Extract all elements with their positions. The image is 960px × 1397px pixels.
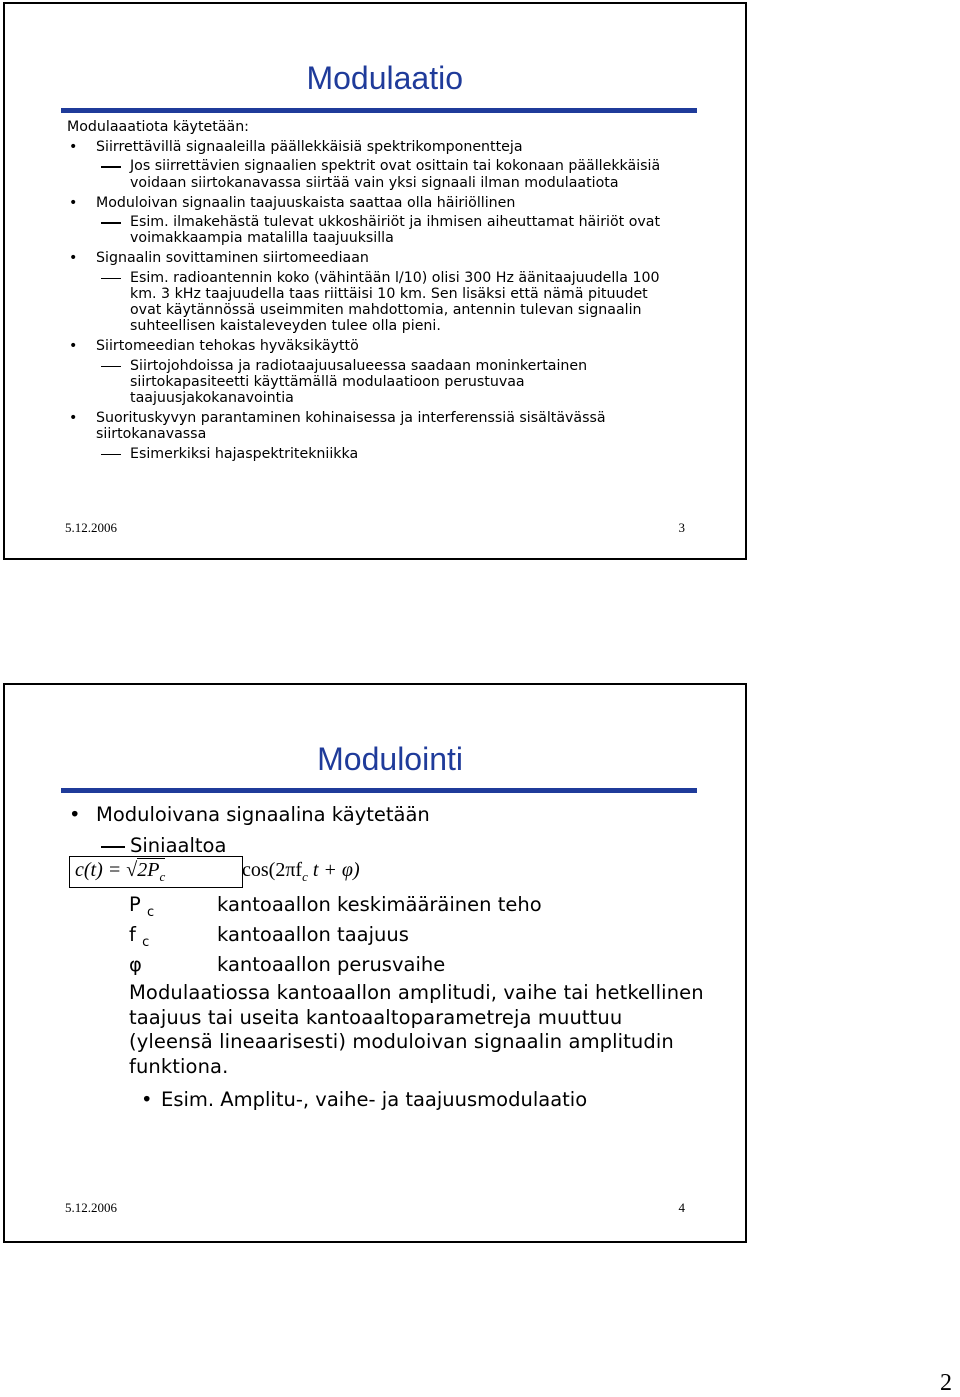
slide-date: 5.12.2006 bbox=[65, 1200, 117, 1215]
intro-text: Modulaaatiota käytetään: bbox=[67, 119, 249, 135]
bullet-item: • Siirrettävillä signaaleilla päällekkäisiä spektrikomponentteja bbox=[67, 139, 667, 155]
title-underline bbox=[61, 108, 697, 113]
slide-4 bbox=[3, 683, 747, 1243]
slide-title: Modulaatio bbox=[306, 60, 463, 96]
sub-bullet-item: Jos siirrettävien signaalien spektrit ovat osittain tai kokonaan päällekkäisiä voidaan siirtokanavassa siirtää vain yksi signaali ilman modulaatiota bbox=[67, 158, 667, 190]
slide-number: 4 bbox=[678, 1200, 685, 1215]
symbol: φ bbox=[129, 953, 142, 976]
formula-lhs: c(t) = bbox=[75, 859, 122, 881]
slide-number: 3 bbox=[678, 520, 685, 535]
sub-bullet-item: Esim. radioantennin koko (vähintään l/10) olisi 300 Hz äänitaajuudella 100 km. 3 kHz taajuudella taas riittäisi 10 km. Sen lisäksi että nämä pituudet ovat käytännössä useimmiten mahdottomia, antennin tulevan signaalin suhteellisen kaistaleveyden tulee olla pieni. bbox=[67, 270, 667, 335]
sqrt-sign: √ bbox=[126, 859, 138, 881]
symbol-description: kantoaallon keskimääräinen teho bbox=[217, 893, 542, 916]
sqrt-argument: $2P_c$ bbox=[137, 859, 166, 884]
modulation-paragraph: Modulaatiossa kantoaallon amplitudi, vaihe tai hetkellinen taajuus tai useita kantoaaltoparametreja muuttuu (yleensä lineaarisesti) moduloivan signaalin amplitudin funktiona. bbox=[129, 981, 704, 1078]
symbol: P $_c$ bbox=[129, 893, 155, 920]
slide-3 bbox=[3, 2, 747, 560]
sub-bullet-item: Siirtojohdoissa ja radiotaajuusalueessa saadaan moninkertainen siirtokapasiteetti käyttämällä modulaatioon perustuvaa taajuusjakokanavointia bbox=[67, 358, 667, 407]
slide-body bbox=[67, 803, 707, 864]
carrier-formula bbox=[69, 856, 360, 888]
sub-bullet-item: Esimerkiksi hajaspektritekniikka bbox=[67, 446, 667, 462]
slide-body bbox=[67, 117, 667, 465]
bullet-item: • Moduloivan signaalin taajuuskaista saattaa olla häiriöllinen bbox=[67, 195, 667, 211]
bullet-item: • Suorituskyvyn parantaminen kohinaisessa ja interferenssiä sisältävässä siirtokanavassa bbox=[67, 410, 667, 442]
symbol: f $_c$ bbox=[129, 923, 150, 950]
bullet-item: • Siirtomeedian tehokas hyväksikäyttö bbox=[67, 338, 667, 354]
bullet-item: • Moduloivana signaalina käytetään bbox=[67, 803, 707, 827]
sub-bullet-item: Siniaaltoa bbox=[67, 834, 707, 858]
formula-rhs: $\cos(2\pi f_c$ t + φ) bbox=[242, 859, 360, 884]
bullet-item: • Signaalin sovittaminen siirtomeediaan bbox=[67, 250, 667, 266]
formula-expression bbox=[75, 859, 165, 885]
sub-bullet-item: Esim. ilmakehästä tulevat ukkoshäiriöt ja ihmisen aiheuttamat häiriöt ovat voimakkaampia matalilla taajuuksilla bbox=[67, 214, 667, 246]
symbol-description: kantoaallon perusvaihe bbox=[217, 953, 446, 976]
slide-title: Modulointi bbox=[317, 741, 463, 777]
page-number: 2 bbox=[940, 1370, 952, 1396]
example-bullet: • Esim. Amplitu-, vaihe- ja taajuusmodulaatio bbox=[145, 1088, 587, 1111]
symbol-description: kantoaallon taajuus bbox=[217, 923, 409, 946]
title-underline bbox=[61, 788, 697, 793]
slide-date: 5.12.2006 bbox=[65, 520, 117, 535]
